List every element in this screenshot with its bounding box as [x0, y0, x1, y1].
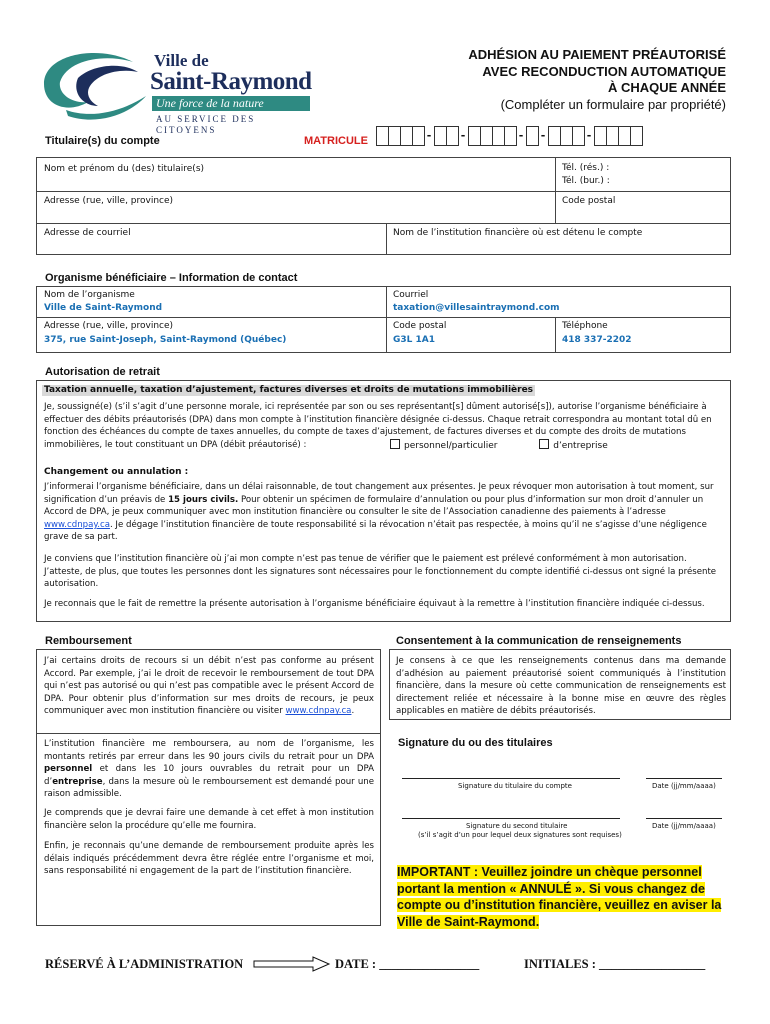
holders-heading: Titulaire(s) du compte [45, 135, 160, 147]
signature2-line[interactable] [402, 818, 620, 819]
refund-p2: L’institution financière me remboursera, au nom de l’organisme, les montants retirés par erreur dans les 90 jours civils du retrait pour un DPA personnel et dans les 10 jours ouvrables du retrait pour un DPA d’entreprise, dans la mesure où le remboursement est demandé pour une raison admissible. [44, 739, 374, 800]
matricule-field[interactable]: - - - - - [376, 126, 642, 146]
authorization-para3: Je conviens que l’institution financière où j’ai mon compte n’est pas tenue de vérifier que le paiement est prélevé conformément à mon autorisation. J’atteste, de plus, que toutes les personnes dont les signatures sont nécessaires pour le fonctionnement du compte identifié ci-dessus ont signé la présente autorisation. [44, 554, 717, 590]
form-title [468, 47, 726, 97]
beneficiary-address-value: 375, rue Saint-Joseph, Saint-Raymond (Québec) [44, 335, 287, 345]
authorization-para4: Je reconnais que le fait de remettre la présente autorisation à l’organisme bénéficiaire équivaut à la remettre à l’institution financière indiquée ci-dessus. [44, 599, 705, 609]
beneficiary-name-label: Nom de l’organisme [44, 290, 135, 300]
reserved-label: RÉSERVÉ À L’ADMINISTRATION [45, 957, 244, 971]
signature1-label: Signature du titulaire du compte [458, 782, 572, 790]
refund-p1: J’ai certains droits de recours si un débit n’est pas conforme au présent Accord. Par exemple, j’ai le droit de recevoir le remboursement de tout DPA qui n’est pas autorisé ou qui n’est pas compatible avec le présent Accord de DPA. Pour obtenir plus d’information sur mes droits de recours, je peux communiquer avec mon institution financière ou visiter www.cdnpay.ca. [44, 656, 374, 717]
signature1-line[interactable] [402, 778, 620, 779]
beneficiary-heading: Organisme bénéficiaire – Information de contact [45, 272, 298, 284]
refund-p4: Enfin, je reconnais qu’une demande de remboursement produite après les délais indiqués précédemment devra être réglée entre l’organisme et moi, sans responsabilité ni engagement de la part de l’institution financière. [44, 841, 374, 877]
logo-slogan-band [152, 96, 310, 111]
logo-line2: Saint-Raymond [150, 68, 312, 95]
title-line3: À CHAQUE ANNÉE [608, 80, 726, 95]
signature2-note: (s’il s’agit d’un pour lequel deux signatures sont requises) [418, 831, 622, 839]
matricule-label: MATRICULE [304, 135, 368, 147]
authorization-heading: Autorisation de retrait [45, 366, 160, 378]
authorization-subheading: Taxation annuelle, taxation d’ajustement, factures diverses et droits de mutations immobilières [44, 385, 534, 395]
date2-label: Date (jj/mm/aaaa) [652, 822, 716, 830]
arrow-right-icon [253, 956, 331, 972]
authorization-para2: J’informerai l’organisme bénéficiaire, dans un délai raisonnable, de tout changement aux présentes. Je peux révoquer mon autorisation à tout moment, sur signification d’un préavis de 15 jours civils. Pour obtenir un spécimen de formulaire d’annulation ou pour plus d’information sur mon droit d’annuler un Accord de DPA, je peux communiquer avec mon institution financière ou consulter le site de l’Association canadienne des paiements à l’adresse www.cdnpay.ca. Je dégage l’institution financière de toute responsabilité si la révocation n’était pas respectée, à moins qu’il ne s’agisse d’une négligence grave de sa part. [44, 482, 714, 543]
tel-res-field[interactable]: Tél. (rés.) : [562, 163, 610, 173]
consent-text: Je consens à ce que les renseignements contenus dans ma demande d’adhésion au paiement préautorisé soient communiqués à l’institution financière, dans la mesure où cette communication de renseignements est directement reliée et nécessaire à la bonne mise en œuvre des règles applicables en matière de débits préautorisés. [396, 656, 726, 717]
important-notice: IMPORTANT : Veuillez joindre un chèque personnel portant la mention « ANNULÉ ». Si vous changez de compte ou d’institution financière, veuillez en aviser la Ville de Saint-Raymond. [397, 865, 722, 929]
refund-p3: Je comprends que je devrai faire une demande à cet effet à mon institution financière selon la procédure qu’elle me fournira. [44, 808, 374, 831]
logo-line1: Ville de [154, 51, 209, 70]
title-line1: ADHÉSION AU PAIEMENT PRÉAUTORISÉ [468, 47, 726, 62]
dpa-type-options [390, 439, 608, 452]
title-line4: (Compléter un formulaire par propriété) [500, 97, 726, 112]
logo-tagline: AU SERVICE DES CITOYENS [156, 114, 256, 136]
cdnpay-link[interactable]: www.cdnpay.ca [44, 519, 110, 530]
date1-line[interactable] [646, 778, 722, 779]
swoosh-logo-icon [38, 44, 158, 124]
admin-date-field[interactable]: DATE : ________________ [335, 957, 480, 971]
postal-field[interactable]: Code postal [562, 196, 616, 206]
admin-initials-field[interactable]: INITIALES : _________________ [524, 957, 706, 971]
beneficiary-phone-value: 418 337-2202 [562, 335, 632, 345]
personal-checkbox[interactable]: personnel/particulier [390, 441, 497, 451]
city-logo [38, 44, 318, 134]
signature-heading: Signature du ou des titulaires [398, 737, 553, 749]
title-line2: AVEC RECONDUCTION AUTOMATIQUE [482, 63, 726, 79]
date1-label: Date (jj/mm/aaaa) [652, 782, 716, 790]
signature2-label: Signature du second titulaire [466, 822, 568, 830]
beneficiary-postal-label: Code postal [393, 321, 447, 331]
change-heading: Changement ou annulation : [44, 467, 189, 477]
business-checkbox[interactable]: d’entreprise [539, 441, 608, 451]
email-field[interactable]: Adresse de courriel [44, 228, 131, 238]
tel-bur-field[interactable]: Tél. (bur.) : [562, 176, 610, 186]
beneficiary-email-label: Courriel [393, 290, 429, 300]
beneficiary-name-value: Ville de Saint-Raymond [44, 303, 163, 313]
name-field[interactable]: Nom et prénom du (des) titulaire(s) [44, 164, 205, 174]
authorization-para1: Je, soussigné(e) (s’il s’agit d’une personne morale, ici représentée par son ou ses représentant[s] dûment autorisé[s]), autorise l’organisme bénéficiaire à effectuer des débits préautorisés (DPA) dans mon compte à l’institution financière désignée ci-dessus. Chaque retrait correspondra au montant total dû en fonction des échéances du compte de taxes annuelles, du compte de taxes d’ajustement, de factures diverses et du compte des droits de mutations immobilières, le tout constituant un DPA (débit préautorisé) : [44, 402, 712, 450]
date2-line[interactable] [646, 818, 722, 819]
refund-heading: Remboursement [45, 635, 132, 647]
beneficiary-address-label: Adresse (rue, ville, province) [44, 321, 174, 331]
beneficiary-phone-label: Téléphone [562, 321, 608, 331]
beneficiary-email-value[interactable]: taxation@villesaintraymond.com [393, 303, 560, 313]
institution-field[interactable]: Nom de l’institution financière où est détenu le compte [393, 228, 643, 238]
consent-heading: Consentement à la communication de renseignements [396, 635, 682, 647]
beneficiary-postal-value: G3L 1A1 [393, 335, 436, 345]
refund-cdnpay-link[interactable]: www.cdnpay.ca [285, 706, 352, 717]
logo-slogan: Une force de la nature [156, 96, 264, 110]
address-field[interactable]: Adresse (rue, ville, province) [44, 196, 174, 206]
